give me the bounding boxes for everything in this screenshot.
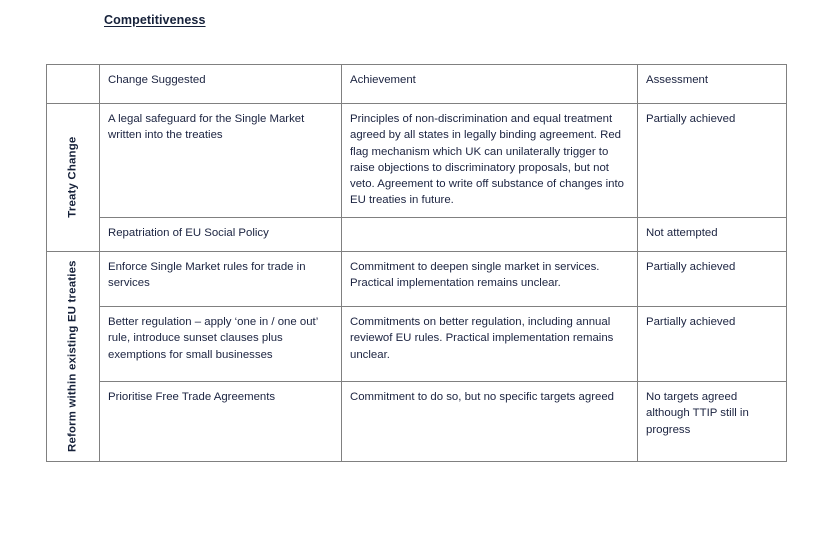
cell-achievement: Commitment to deepen single market in services. Practical implementation remains unclear. (342, 252, 638, 307)
group-label-text: Reform within existing EU treaties (66, 260, 79, 453)
table-row (47, 252, 787, 307)
table-row (47, 382, 787, 462)
cell-achievement: Commitment to do so, but no specific targets agreed (342, 382, 638, 462)
table-body (47, 104, 787, 462)
cell-assessment: Not attempted (638, 218, 787, 252)
cell-achievement: Principles of non-discrimination and equal treatment agreed by all states in legally binding agreement. Red flag mechanism which UK can unilaterally trigger to raise objections to discriminatory proposals, but not veto. Agreement to write off substance of changes into EU treaties in future. (342, 104, 638, 218)
group-label-treaty-change (47, 104, 100, 252)
column-header-change-suggested: Change Suggested (100, 65, 342, 104)
table-row (47, 104, 787, 218)
cell-assessment: Partially achieved (638, 104, 787, 218)
page-title: Competitiveness (104, 13, 206, 27)
group-label-text: Treaty Change (66, 136, 79, 219)
column-header-achievement: Achievement (342, 65, 638, 104)
cell-assessment: Partially achieved (638, 252, 787, 307)
cell-change-suggested: Enforce Single Market rules for trade in services (100, 252, 342, 307)
cell-change-suggested: Better regulation – apply ‘one in / one out’ rule, introduce sunset clauses plus exemptions for small businesses (100, 307, 342, 382)
cell-assessment: No targets agreed although TTIP still in progress (638, 382, 787, 462)
table-header-row (47, 65, 787, 104)
competitiveness-table-container (46, 64, 786, 462)
cell-assessment: Partially achieved (638, 307, 787, 382)
competitiveness-table (46, 64, 787, 462)
cell-change-suggested: A legal safeguard for the Single Market written into the treaties (100, 104, 342, 218)
table-header (47, 65, 787, 104)
column-header-group-label (47, 65, 100, 104)
group-label-reform-within-existing-eu-treaties (47, 252, 100, 462)
table-row (47, 218, 787, 252)
cell-change-suggested: Repatriation of EU Social Policy (100, 218, 342, 252)
cell-change-suggested: Prioritise Free Trade Agreements (100, 382, 342, 462)
table-row (47, 307, 787, 382)
cell-achievement (342, 218, 638, 252)
cell-achievement: Commitments on better regulation, including annual reviewof EU rules. Practical implementation remains unclear. (342, 307, 638, 382)
column-header-assessment: Assessment (638, 65, 787, 104)
